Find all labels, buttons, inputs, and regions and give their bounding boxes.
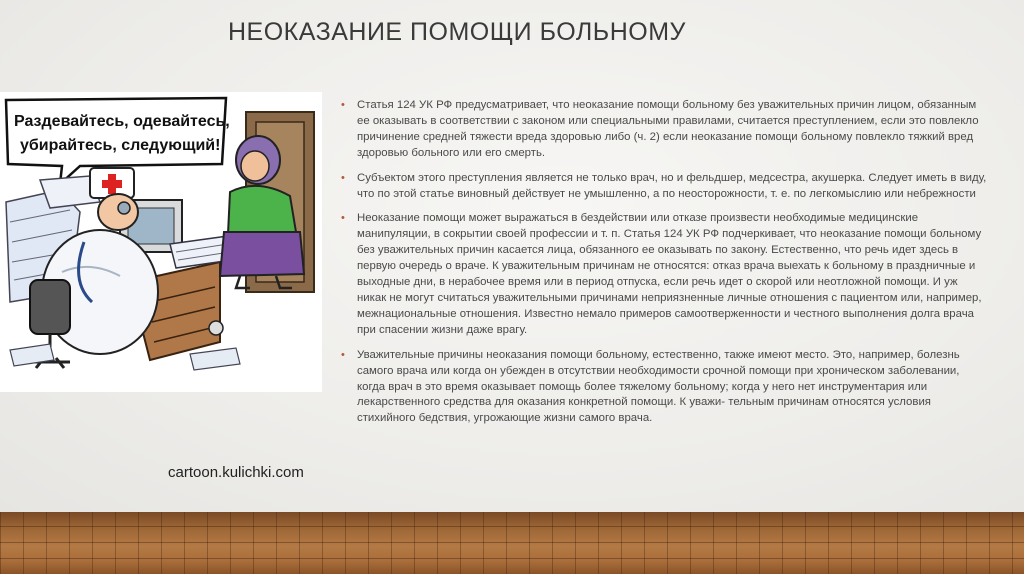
speech-line-1: Раздевайтесь, одевайтесь, — [14, 113, 230, 130]
bullet-text: Уважительные причины неоказания помощи больному, естественно, также имеют место. Это, например, болезнь самого врача или когда он убежден в отсутствии необходимости срочной помощи при хроническом заболевании, когда врач в это время оказывает помощь более тяжелому больному; когда у него нет инструментария или лекарственного средства для оказания конкретной помощи. К уважи- тельным причинам относятся условия стихийного бедствия, угрожающие жизни самого врача. — [357, 348, 960, 425]
bullet-marker: • — [341, 348, 345, 361]
bullet-text: Неоказание помощи может выражаться в бездействии или отказе произвести необходимые медицинские манипуляции, в сокрытии своей профессии и т. п. Статья 124 УК РФ подчеркивает, что неоказание помощи больному без уважительных причин касается лица, обязанного ее оказывать по закону. Естественно, что речь идет здесь в первую очередь о враче. К уважительным причинам не относятся: отказ врача выехать к больному в праздничные и выходные дни, в нерабочее время или в период отпуска, если речь идет о скорой или неотложной помощи. И уж никак не могут считаться уважительными причинами неприязненные личные отношения с пациентом или, например, межнациональные отношения. Известно немало примеров самоотверженности и честного выполнения долга врача при спасении жизни даже врагу. — [357, 212, 982, 336]
content-list — [341, 98, 989, 436]
bullet-marker: • — [341, 99, 345, 111]
bullet-marker: • — [341, 212, 345, 225]
woman-purple-skirt — [220, 232, 304, 276]
speech-line-2: убирайтесь, следующий! — [20, 137, 221, 154]
bullet-item — [341, 348, 989, 428]
cartoon-watermark: cartoon.kulichki.com — [168, 464, 304, 481]
bullet-item — [341, 211, 989, 338]
bullet-item — [341, 98, 989, 162]
office-chair — [30, 280, 70, 334]
slide-title: НЕОКАЗАНИЕ ПОМОЩИ БОЛЬНОМУ — [228, 18, 686, 46]
bullet-text: Статья 124 УК РФ предусматривает, что неоказание помощи больному без уважительных причин лицом, обязанным ее оказывать в соответствии с законом или специальными правилами, считается преступлением, если это повлекло причинение средней тяжести вреда здоровью либо (ч. 2) если неоказание помощи больному повлекло тяжкий вред здоровью больного или его смерть. — [357, 99, 979, 159]
woman-green-blouse — [228, 186, 296, 234]
bullet-marker: • — [341, 171, 345, 184]
bullet-text: Субъектом этого преступления является не только врач, но и фельдшер, медсестра, акушерка. Следует иметь в виду, что по этой статье виновный действует не умышленно, а по неосторожности, т. е. по легкомыслию или небрежности — [357, 171, 987, 200]
wooden-floor — [0, 512, 1024, 574]
signature-mark — [209, 321, 223, 335]
bullet-item — [341, 171, 989, 203]
cartoon-drawing — [0, 92, 322, 392]
cartoon-illustration — [0, 92, 322, 481]
